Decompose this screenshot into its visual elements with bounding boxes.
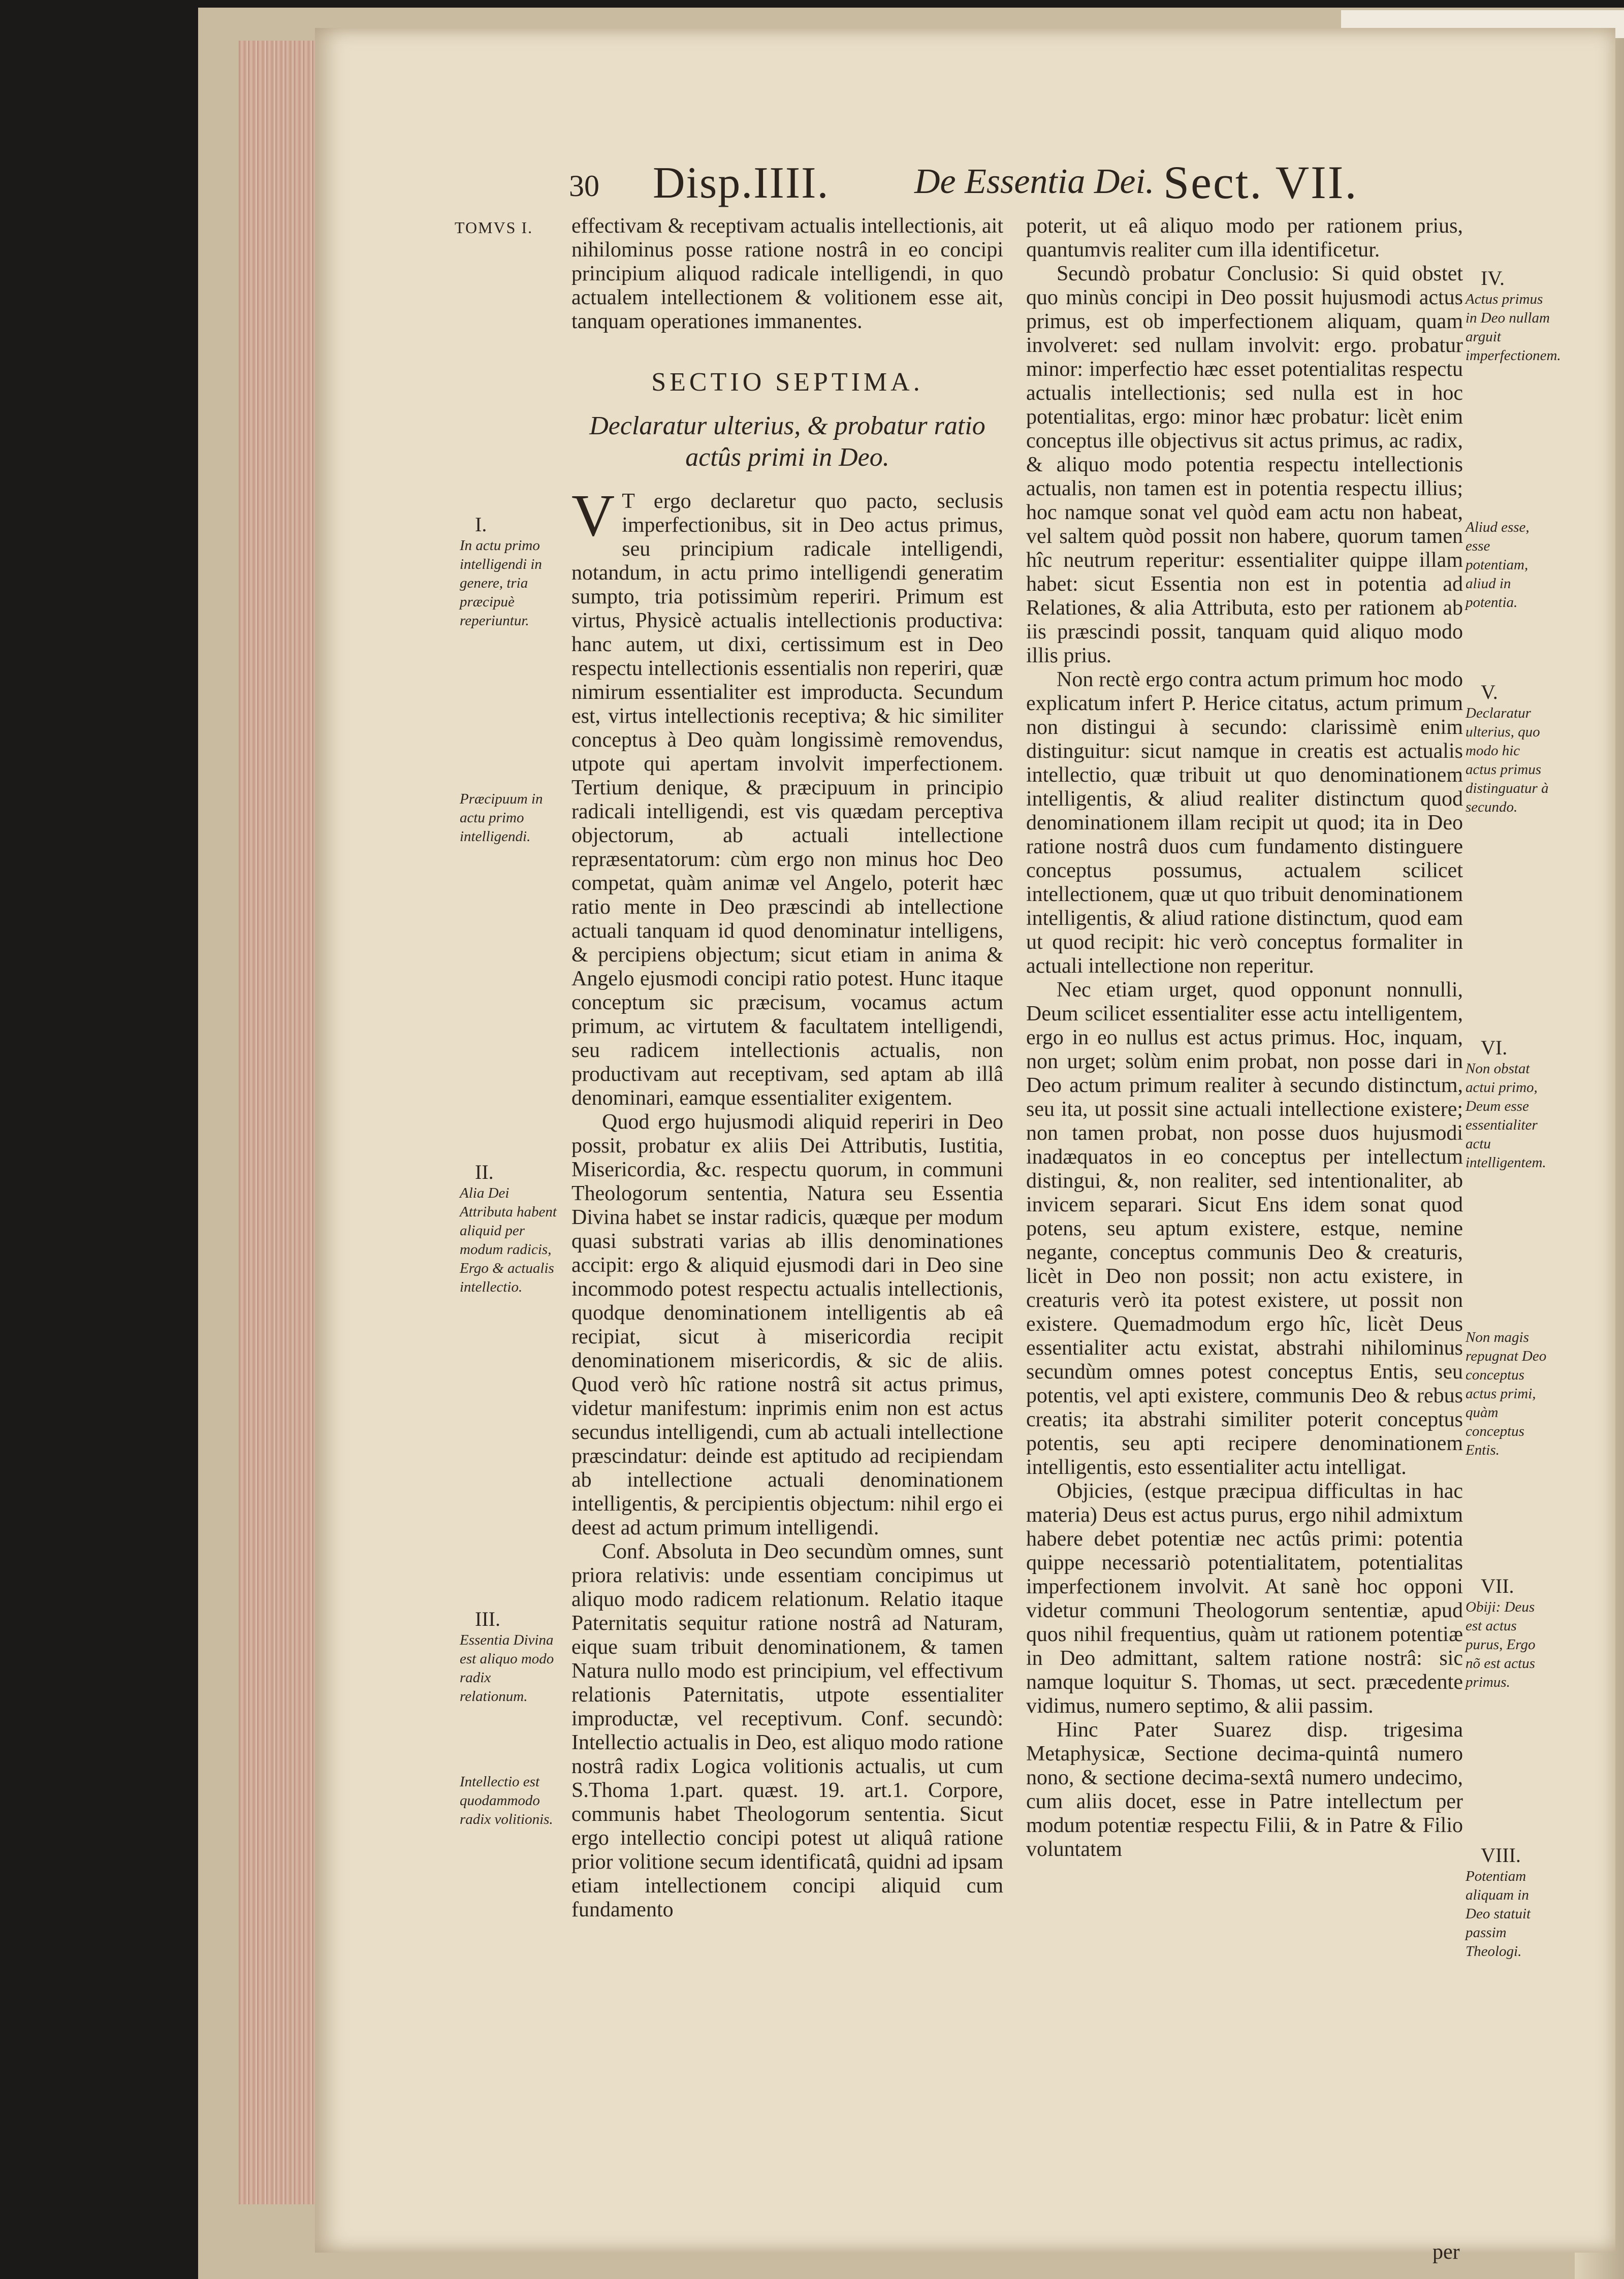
margin-note: Aliud esse, esse potentiam, aliud in potentia. (1466, 519, 1530, 611)
margin-note: IV. Actus primus in Deo nullam arguit imperfectionem. (1466, 267, 1561, 364)
paragraph: Quod ergo hujusmodi aliquid reperiri in Deo possit, probatur ex aliis Dei Attributis, Iustitia, Misericordia, &c. respectu quorum, in communi Theologorum sententia, Natura seu Essentia Divina habet se instar radicis, quæque per modum quasi substrati varias ab illis denominationes accipit: ergo & aliquid ejusmodi dari in Deo sine incommodo potest respectu actualis intellectionis, quodque denominationem intelligentis ab eâ recipiat, sicut à misericordia recipit denominationem misericordis, & sic de aliis. Quod verò hîc ratione nostrâ sit actus primus, videtur manifestum: inprimis enim non est actus secundus intelligendi, cum ab actuali intellectione præscindatur: deinde est aptitudo ad recipiendam ab intellectione actuali denominationem intelligentis, & percipientis objectum: nihil ergo ei deest ad actum primum intelligendi. (571, 1110, 1003, 1539)
margin-note: Non magis repugnat Deo conceptus actus primi, quàm conceptus Entis. (1466, 1329, 1547, 1458)
right-text-column (1026, 214, 1463, 1861)
paragraph: Nec etiam urget, quod opponunt nonnulli, Deum scilicet essentialiter esse actu intelligentem, ergo in eo nullus est actus primus. Hoc, inquam, non urget; solùm enim probat, non posse dari in Deo actum primum realiter à secundo distinctum, seu ita, ut possit sine actuali intellectione existere; non tamen probat, non posse duos hujusmodi inadæquatos in eo conceptus per intellectum distingui, &, non realiter, sed intentionaliter, ab invicem separari. Sicut Ens idem sonat quod potens, seu aptum existere, estque, nemine negante, conceptus communis Deo & creaturis, licèt in Deo non possit; non actu existere, in creaturis verò ita potest existere, ut possit non existere. Quemadmodum ergo hîc, licèt Deus essentialiter actu existat, abstrahi nihilominus secundùm omnes potest conceptus Entis, seu potentis, vel apti existere, communis Deo & rebus creatis; ita abstrahi similiter poterit conceptus potentis, seu apti recipere denominationem intelligentis, esto essentialiter actu intelligat. (1026, 978, 1463, 1479)
left-text-column (571, 214, 1003, 1922)
paragraph: Non rectè ergo contra actum primum hoc modo explicatum infert P. Herice citatus, actum primum non distingui à secundo: clarissimè enim distinguitur: sicut namque in creatis est actualis intellectio, quæ tribuit ut quo denominationem intelligentis, & aliud realiter distinctum quod denominationem illam recipit ut quod; ita in Deo ratione nostrâ duos cum fundamento distinguere conceptus possumus, actualem scilicet intellectionem, quæ ut quo tribuit denominationem intelligentis, & aliud ratione distinctum, quod eam ut quod recipit: hic verò conceptus formaliter in actuali intellectione non reperitur. (1026, 668, 1463, 978)
margin-note: VIII. Potentiam aliquam in Deo statuit passim Theologi. (1466, 1844, 1531, 1960)
paragraph: Secundò probatur Conclusio: Si quid obstet quo minùs concipi in Deo possit hujusmodi actus primus, est ob imperfectionem aliquam, quam involveret: sed nullam involvit: ergo. probatur minor: imperfectio hæc esset potentialitas respectu actualis intellectionis; sed nulla est in hoc potentialitas, ergo: minor hæc probatur: licèt enim conceptus ille objectivus sit actus primus, ac radix, & aliquo modo potentia respectu intellectionis actualis, non tamen est in potentia respectu illius; hoc namque sonat vel quòd eam actu non habeat, vel saltem quòd possit non habere, quorum tamen hîc neutrum reperitur: essentialiter quippe illam habet: sicut Essentia non est in potentia ad Relationes, & alia Attributa, esto per rationem ab iis præscindi possit, tanquam quid aliquo modo illis prius. (1026, 262, 1463, 667)
margin-note: VII. Obiji: Deus est actus purus, Ergo nõ est actus primus. (1466, 1575, 1536, 1690)
catchword: per (1432, 2240, 1460, 2264)
disputation-label: Disp.IIII. (653, 158, 830, 208)
margin-note: III. Essentia Divina est aliquo modo radix relationum. (460, 1608, 554, 1705)
section-heading: SECTIO SEPTIMA. (651, 368, 924, 397)
paragraph: Conf. Absoluta in Deo secundùm omnes, sunt priora relativis: unde essentiam concipimus ut aliquo modo radicem relationum. Relatio itaque Paternitatis sequitur ratione nostrâ ad Naturam, eique suam tribuit denominationem, & tamen Natura nullo modo est principium, vel effectivum relationis Paternitatis, utpote essentialiter improductæ, vel receptivum. Conf. secundò: Intellectio actualis in Deo, est aliquo modo ratione nostrâ radix Logica volitionis actualis, ut cum S.Thoma 1.part. quæst. 19. art.1. Corpore, communis habet Theologorum sententia. Sicut ergo intellectio concipi potest ut aliquâ ratione prior volitione secum identificatâ, quidni ad ipsam etiam intellectionem concipi aliquid cum fundamento (571, 1540, 1003, 1921)
paragraph-text: T ergo declaretur quo pacto, seclusis imperfectionibus, sit in Deo actus primus, seu principium radicale intelligendi, notandum, in actu primo intelligendi generatim sumpto, tria potissimùm reperiri. Primum est virtus, Physicè actualis intellectionis productiva: hanc autem, ut dixi, certissimum est in Deo respectu intellectionis essentialis non reperiri, quæ nimirum essentialiter est improducta. Secundum est, virtus intellectionis receptiva; & hic similiter conceptus à Deo quàm longissimè removendus, utpote qui apertam involvit imperfectionem. Tertium denique, & præcipuum in principio radicali intelligendi, est vis quædam perceptiva objectorum, ab actuali intellectione repræsentatorum: cùm ergo non minus hoc Deo competat, quàm animæ vel Angelo, poterit hæc ratio mente in Deo præscindi ab intellectione actuali tanquam id quod denominatur intelligens, & percipiens objectum; sicut etiam in anima & Angelo ejusmodi concipi ratio potest. Hunc itaque conceptum sic præcisum, vocamus actum primum, ac virtutem & facultatem intelligendi, seu radicem intellectionis actualis, non productivam aut receptivam, sed aptam ab illâ denominari, eamque essentialiter exigentem. (571, 490, 1003, 1110)
paragraph: Hinc Pater Suarez disp. trigesima Metaphysicæ, Sectione decima-quintâ numero nono, & sectione decima-sextâ numero undecimo, cum aliis docet, esse in Patre intellectum per modum potentiæ respectu Filii, & in Patre & Filio voluntatem (1026, 1718, 1463, 1861)
margin-note: V. Declaratur ulterius, quo modo hic actus primus distinguatur à secundo. (1466, 681, 1549, 815)
paragraph (571, 482, 1003, 1110)
margin-note: Intellectio est quodammodo radix volitionis. (460, 1774, 553, 1827)
section-label: Sect. VII. (1163, 156, 1358, 208)
running-title: De Essentia Dei. (914, 162, 1155, 201)
paragraph: Objicies, (estque præcipua difficultas in hac materia) Deus est actus purus, ergo nihil admixtum habere debet potentiæ nec actûs primi: potentia quippe necessariò potentialitatem, potentialitas imperfectionem involvit. At sanè hoc opponi videtur communi Theologorum sententiæ, apud quos nihil frequentius, quàm ut rationem potentiæ in Deo admittant, saltem ratione nostrâ: sic namque loquitur S. Thomas, ut sect. præcedente vidimus, numero septimo, & alii passim. (1026, 1480, 1463, 1718)
drop-cap: V (571, 482, 615, 549)
margin-note: VI. Non obstat actui primo, Deum esse essentialiter actu intelligentem. (1466, 1036, 1546, 1171)
page-number: 30 (569, 169, 599, 203)
running-header (569, 152, 1483, 213)
intro-paragraph: effectivam & receptivam actualis intellectionis, ait nihilominus posse ratione nostrâ in eo concipi principium aliquod radicale intelligendi, in quo actualem intellectionem & volitionem esse ait, tanquam operationes immanentes. (571, 214, 1003, 333)
margin-note: I. In actu primo intelligendi in genere, tria præcipuè reperiuntur. (460, 513, 542, 629)
paragraph: poterit, ut eâ aliquo modo per rationem prius, quantumvis realiter cum illa identificetur. (1026, 214, 1463, 262)
tomus-label: TOMVS I. (455, 218, 533, 237)
margin-note: II. Alia Dei Attributa habent aliquid per modum radicis, Ergo & actualis intellectio. (460, 1161, 557, 1295)
section-subtitle: Declaratur ulterius, & probatur ratio actûs primi in Deo. (589, 411, 985, 472)
margin-note: Præcipuum in actu primo intelligendi. (460, 791, 543, 845)
page-block-edges (239, 41, 320, 2204)
